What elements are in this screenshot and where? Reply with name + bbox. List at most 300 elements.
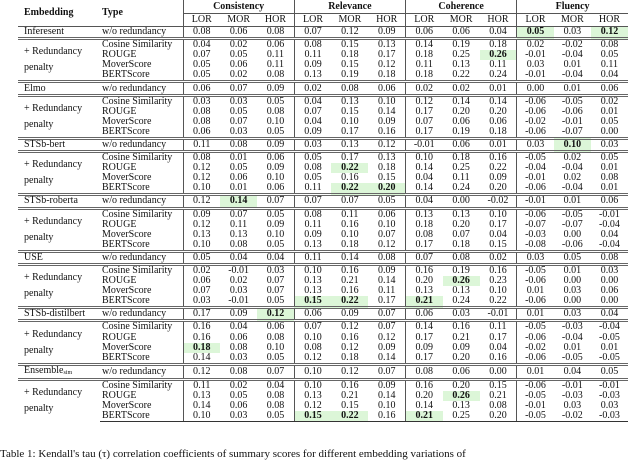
score-cell: 0.10	[294, 379, 331, 391]
score-cell: 0.10	[294, 364, 331, 379]
best-score-cell: 0.15	[294, 411, 331, 422]
score-cell: 0.12	[331, 321, 368, 333]
score-cell: 0.18	[341, 49, 359, 61]
score-cell: 0.03	[563, 285, 582, 297]
score-cell: 0.14	[331, 251, 368, 264]
score-cell: 0.21	[341, 275, 359, 287]
score-cell: 0.09	[220, 308, 257, 321]
score-cell: 0.19	[341, 69, 359, 81]
table-body	[18, 27, 628, 422]
score-cell: 0.18	[341, 351, 359, 363]
score-cell: 0.10	[294, 333, 331, 343]
score-cell: 0.18	[480, 39, 517, 51]
score-cell: 0.05	[183, 251, 220, 264]
score-cell: 0.12	[405, 95, 442, 107]
row-type: BERTScore	[102, 351, 150, 363]
score-cell: 0.14	[480, 95, 517, 107]
row-type: Cosine Similarity	[100, 39, 183, 51]
redundancy-penalty-label: + Redundancy penalty	[18, 208, 100, 251]
score-cell: 0.07	[266, 285, 285, 297]
score-cell: 0.14	[405, 321, 442, 333]
subheader-mor: MOR	[560, 14, 584, 25]
score-cell: 0.18	[341, 238, 359, 250]
score-cell: 0.01	[563, 341, 582, 353]
row-type: BERTScore	[102, 182, 150, 194]
score-cell: 0.12	[331, 364, 368, 379]
best-score-cell: 0.14	[220, 195, 257, 208]
embedding-name-text: STSb-bert	[24, 138, 66, 150]
score-cell: 0.06	[443, 138, 480, 151]
score-cell: 0.08	[220, 138, 257, 151]
score-cell: 0.25	[452, 162, 470, 174]
score-cell: 0.04	[480, 27, 517, 39]
score-cell: 0.10	[489, 285, 507, 297]
table-row	[18, 70, 628, 82]
score-cell: 0.12	[183, 220, 220, 230]
score-cell: 0.07	[368, 364, 405, 379]
score-cell: 0.12	[183, 195, 220, 208]
score-cell: 0.13	[405, 286, 442, 296]
score-cell: -0.05	[599, 331, 620, 343]
score-cell: -0.05	[517, 321, 554, 333]
score-cell: 0.09	[257, 138, 294, 151]
table-row	[18, 251, 628, 264]
header-embedding: Embedding	[18, 0, 100, 27]
best-score-cell: 0.26	[480, 50, 517, 60]
score-cell: 0.10	[294, 264, 331, 276]
score-cell: 0.06	[220, 27, 257, 39]
score-cell: -0.06	[517, 183, 554, 195]
score-cell: -0.01	[517, 195, 554, 208]
score-cell: -0.04	[561, 331, 583, 343]
score-cell: 0.20	[489, 182, 507, 194]
score-cell: 0.11	[266, 49, 285, 61]
subheader-lor: LOR	[183, 14, 220, 27]
score-cell: 0.09	[266, 218, 285, 230]
embedding-name	[18, 138, 100, 151]
table-row	[18, 308, 628, 321]
score-cell: 0.02	[443, 82, 480, 95]
score-cell: 0.22	[489, 162, 507, 174]
score-cell: 0.00	[443, 195, 480, 208]
score-cell: 0.08	[443, 251, 480, 264]
score-cell: 0.03	[600, 400, 619, 412]
score-cell: 0.12	[377, 59, 396, 71]
subheader-lor: LOR	[294, 14, 331, 27]
score-cell: 0.06	[368, 82, 405, 95]
score-cell: 0.09	[489, 172, 507, 184]
score-cell: 0.07	[257, 364, 294, 379]
score-cell: 0.16	[341, 285, 359, 297]
score-cell: -0.06	[561, 238, 583, 250]
score-cell: 0.21	[341, 389, 359, 401]
score-cell: 0.09	[377, 341, 396, 353]
score-cell: 0.20	[489, 105, 507, 117]
score-cell: 0.06	[229, 59, 248, 71]
best-score-cell: 0.22	[331, 163, 368, 173]
score-cell: 0.15	[341, 400, 359, 412]
score-cell: -0.06	[517, 208, 554, 220]
score-cell: 0.07	[368, 308, 405, 321]
score-cell: 0.10	[266, 115, 285, 127]
score-cell: 0.01	[600, 162, 619, 174]
row-type: w/o redundancy	[100, 27, 183, 39]
score-cell: 0.03	[554, 27, 591, 39]
subheader-lor: LOR	[405, 14, 442, 27]
score-cell: 0.08	[368, 251, 405, 264]
score-cell: 0.08	[183, 107, 220, 117]
score-cell: 0.08	[294, 39, 331, 51]
score-cell: 0.03	[229, 351, 248, 363]
score-cell: 0.07	[229, 115, 248, 127]
table-row	[18, 183, 628, 195]
score-cell: 0.00	[600, 125, 619, 137]
score-cell: 0.09	[257, 82, 294, 95]
score-cell: 0.19	[443, 39, 480, 51]
score-cell: 0.00	[600, 275, 619, 287]
table-row	[18, 95, 628, 107]
score-cell: 0.11	[294, 50, 331, 60]
score-cell: 0.14	[405, 183, 442, 195]
score-cell: 0.05	[183, 60, 220, 70]
score-cell: -0.01	[591, 208, 628, 220]
redundancy-penalty-label: + Redundancy penalty	[18, 379, 100, 421]
score-cell: 0.06	[591, 195, 628, 208]
score-cell: 0.01	[229, 182, 248, 194]
score-cell: 0.03	[517, 138, 554, 151]
score-cell: -0.07	[561, 218, 583, 230]
score-cell: 0.16	[183, 321, 220, 333]
score-cell: 0.15	[341, 59, 359, 71]
score-cell: 0.10	[368, 95, 405, 107]
score-cell: 0.04	[220, 321, 257, 333]
score-cell: 0.04	[489, 341, 507, 353]
score-cell: 0.11	[183, 379, 220, 391]
row-type: MoverScore	[102, 172, 152, 184]
score-cell: 0.07	[452, 228, 470, 240]
score-cell: -0.04	[561, 182, 583, 194]
score-cell: 0.07	[377, 228, 396, 240]
score-cell: 0.08	[331, 82, 368, 95]
score-cell: 0.07	[183, 50, 220, 60]
header-consistency: Consistency	[183, 0, 294, 14]
score-cell: -0.05	[554, 208, 591, 220]
score-cell: 0.09	[368, 27, 405, 39]
score-cell: 0.16	[480, 264, 517, 276]
score-cell: 0.10	[377, 400, 396, 412]
row-type: Cosine Similarity	[100, 208, 183, 220]
score-cell: 0.07	[405, 117, 442, 127]
header-coherence: Coherence	[405, 0, 516, 14]
score-cell: -0.03	[599, 389, 620, 401]
score-cell: -0.07	[517, 220, 554, 230]
score-cell: -0.01	[480, 308, 517, 321]
score-cell: 0.25	[452, 49, 470, 61]
score-cell: 0.08	[294, 163, 331, 173]
best-score-cell: 0.15	[294, 296, 331, 308]
score-cell: 0.17	[405, 333, 442, 343]
score-cell: 0.18	[377, 69, 396, 81]
embedding-name-text: Inferesent	[24, 26, 64, 38]
score-cell: -0.02	[517, 117, 554, 127]
score-cell: -0.05	[517, 264, 554, 276]
row-type: BERTScore	[102, 295, 150, 307]
score-cell: 0.10	[341, 115, 359, 127]
score-cell: -0.05	[517, 152, 554, 164]
score-cell: -0.01	[405, 138, 442, 151]
score-cell: 0.11	[405, 60, 442, 70]
score-cell: 0.05	[257, 95, 294, 107]
score-cell: 0.14	[377, 351, 396, 363]
score-cell: 0.06	[257, 321, 294, 333]
score-cell: 0.24	[452, 295, 470, 307]
score-cell: 0.08	[183, 152, 220, 164]
table-row	[18, 411, 628, 422]
subheader-mor: MOR	[227, 14, 251, 25]
score-cell: 0.13	[294, 286, 331, 296]
score-cell: 0.18	[405, 50, 442, 60]
score-cell: 0.12	[368, 138, 405, 151]
score-cell: 0.06	[489, 115, 507, 127]
score-cell: 0.03	[183, 296, 220, 308]
subheader-hor: HOR	[487, 14, 509, 25]
score-cell: 0.12	[377, 331, 396, 343]
table-row	[18, 82, 628, 95]
header-type: Type	[100, 0, 183, 27]
row-type: Cosine Similarity	[100, 264, 183, 276]
best-score-cell: 0.10	[554, 138, 591, 151]
score-cell: 0.08	[405, 230, 442, 240]
score-cell: 0.02	[220, 379, 257, 391]
row-type: MoverScore	[102, 341, 152, 353]
score-cell: 0.11	[489, 59, 507, 71]
score-cell: 0.10	[183, 183, 220, 195]
score-cell: 0.22	[489, 295, 507, 307]
score-cell: 0.03	[517, 251, 554, 264]
score-cell: 0.06	[452, 115, 470, 127]
score-cell: 0.04	[294, 95, 331, 107]
score-cell: 0.02	[183, 264, 220, 276]
score-cell: 0.17	[377, 49, 396, 61]
score-cell: 0.06	[229, 172, 248, 184]
redundancy-penalty-label: + Redundancy penalty	[18, 39, 100, 82]
score-cell: 0.13	[183, 391, 220, 401]
score-cell: 0.01	[554, 195, 591, 208]
score-cell: 0.05	[229, 162, 248, 174]
table-row	[18, 353, 628, 365]
subheader-hor: HOR	[264, 14, 287, 25]
score-cell: 0.03	[183, 95, 220, 107]
embedding-name-text: STSb-distilbert	[24, 308, 86, 320]
score-cell: -0.03	[561, 389, 583, 401]
score-cell: 0.11	[294, 251, 331, 264]
score-cell: 0.13	[405, 208, 442, 220]
score-cell: -0.01	[554, 379, 591, 391]
score-cell: 0.05	[554, 251, 591, 264]
score-cell: 0.08	[183, 27, 220, 39]
score-cell: 0.02	[220, 39, 257, 51]
row-type: w/o redundancy	[100, 138, 183, 151]
score-cell: 0.03	[294, 138, 331, 151]
score-cell: 0.16	[183, 333, 220, 343]
score-cell: 0.03	[229, 285, 248, 297]
score-cell: 0.14	[405, 401, 442, 411]
embedding-name	[18, 251, 100, 264]
embedding-name-subscript: sim	[63, 369, 73, 376]
score-cell: 0.03	[229, 125, 248, 137]
score-cell: 0.07	[294, 27, 331, 39]
score-cell: 0.10	[480, 208, 517, 220]
score-cell: 0.24	[489, 69, 507, 81]
score-cell: 0.00	[517, 82, 554, 95]
score-cell: -0.01	[561, 115, 583, 127]
row-type: Cosine Similarity	[100, 152, 183, 164]
score-cell: 0.15	[341, 105, 359, 117]
row-type: MoverScore	[102, 228, 152, 240]
score-cell: 0.17	[341, 125, 359, 137]
score-cell: 0.05	[257, 208, 294, 220]
row-type: MoverScore	[102, 115, 152, 127]
score-cell: 0.13	[294, 391, 331, 401]
score-cell: 0.20	[443, 379, 480, 391]
score-cell: -0.02	[554, 39, 591, 51]
embedding-name	[18, 82, 100, 95]
score-cell: 0.07	[294, 195, 331, 208]
score-cell: 0.13	[443, 208, 480, 220]
score-cell: 0.02	[229, 275, 248, 287]
score-cell: 0.04	[257, 379, 294, 391]
row-type: ROUGE	[102, 331, 137, 343]
score-cell: 0.08	[266, 400, 285, 412]
score-cell: -0.07	[561, 125, 583, 137]
subheader-hor: HOR	[376, 14, 398, 25]
score-cell: 0.09	[368, 264, 405, 276]
score-cell: 0.08	[489, 400, 507, 412]
score-cell: 0.02	[517, 39, 554, 51]
embedding-name-text: Elmo	[24, 82, 46, 94]
score-cell: 0.01	[480, 138, 517, 151]
table-row	[18, 127, 628, 139]
score-cell: -0.06	[517, 127, 554, 139]
score-cell: 0.04	[183, 39, 220, 51]
score-cell: 0.12	[183, 173, 220, 183]
score-cell: -0.02	[554, 411, 591, 422]
score-cell: 0.01	[554, 82, 591, 95]
score-cell: 0.19	[452, 125, 470, 137]
row-type: BERTScore	[100, 411, 183, 422]
score-cell: 0.02	[591, 95, 628, 107]
score-cell: 0.19	[443, 264, 480, 276]
row-type: w/o redundancy	[100, 251, 183, 264]
score-cell: -0.06	[517, 353, 554, 365]
score-cell: 0.08	[600, 172, 619, 184]
score-cell: -0.03	[554, 321, 591, 333]
score-cell: 0.09	[368, 379, 405, 391]
score-cell: 0.15	[480, 379, 517, 391]
score-cell: 0.11	[294, 220, 331, 230]
score-cell: 0.05	[266, 238, 285, 250]
row-type: ROUGE	[102, 49, 137, 61]
score-cell: 0.16	[443, 321, 480, 333]
score-cell: 0.04	[257, 251, 294, 264]
score-cell: 0.10	[266, 341, 285, 353]
table-row	[18, 27, 628, 39]
score-cell: 0.00	[563, 275, 582, 287]
subheader-mor: MOR	[449, 14, 473, 25]
score-cell: -0.03	[591, 411, 628, 422]
table-row	[18, 195, 628, 208]
score-cell: 0.03	[563, 400, 582, 412]
score-cell: 0.18	[405, 220, 442, 230]
row-type: Cosine Similarity	[100, 95, 183, 107]
best-score-cell: 0.21	[405, 411, 442, 422]
score-cell: 0.05	[257, 411, 294, 422]
row-type: ROUGE	[102, 389, 137, 401]
table-caption: Table 1: Kendall's tau (τ) correlation coefficients of summary scores for different embedding variations of	[0, 448, 466, 460]
score-cell: -0.01	[220, 264, 257, 276]
score-cell: 0.12	[331, 27, 368, 39]
score-cell: 0.15	[489, 238, 507, 250]
score-cell: 0.06	[405, 308, 442, 321]
score-cell: 0.18	[405, 70, 442, 82]
score-cell: 0.09	[331, 308, 368, 321]
score-cell: 0.16	[377, 125, 396, 137]
score-cell: 0.08	[405, 364, 442, 379]
score-cell: 0.11	[452, 172, 470, 184]
score-cell: 0.05	[591, 364, 628, 379]
score-cell: 0.10	[377, 218, 396, 230]
score-cell: 0.04	[591, 308, 628, 321]
score-cell: 0.13	[183, 230, 220, 240]
score-cell: 0.11	[230, 218, 248, 230]
score-cell: 0.12	[183, 163, 220, 173]
score-cell: 0.14	[443, 95, 480, 107]
score-cell: 0.06	[257, 152, 294, 164]
score-cell: 0.06	[229, 331, 248, 343]
score-cell: 0.09	[266, 162, 285, 174]
score-cell: -0.05	[561, 351, 583, 363]
score-cell: 0.16	[480, 152, 517, 164]
score-cell: 0.20	[405, 276, 442, 286]
score-cell: 0.03	[591, 138, 628, 151]
score-cell: 0.05	[266, 351, 285, 363]
score-cell: 0.03	[517, 60, 554, 70]
score-cell: 0.08	[294, 208, 331, 220]
score-cell: 0.14	[405, 39, 442, 51]
score-cell: 0.10	[183, 240, 220, 252]
score-cell: 0.05	[600, 49, 619, 61]
score-cell: 0.18	[377, 162, 396, 174]
score-cell: 0.09	[405, 343, 442, 353]
score-cell: 0.13	[452, 400, 470, 412]
score-cell: 0.04	[600, 228, 619, 240]
score-cell: 0.20	[452, 351, 470, 363]
row-type: ROUGE	[102, 105, 137, 117]
row-type: MoverScore	[102, 400, 152, 412]
score-cell: 0.06	[443, 364, 480, 379]
score-cell: 0.05	[294, 173, 331, 183]
row-type: w/o redundancy	[100, 308, 183, 321]
score-cell: 0.04	[220, 251, 257, 264]
score-cell: 0.13	[368, 39, 405, 51]
score-cell: 0.04	[294, 117, 331, 127]
score-cell: 0.05	[266, 295, 285, 307]
score-cell: -0.04	[561, 49, 583, 61]
best-score-cell: 0.05	[517, 27, 554, 39]
redundancy-penalty-label: + Redundancy penalty	[18, 152, 100, 195]
best-score-cell: 0.22	[331, 296, 368, 308]
score-cell: 0.00	[563, 295, 582, 307]
